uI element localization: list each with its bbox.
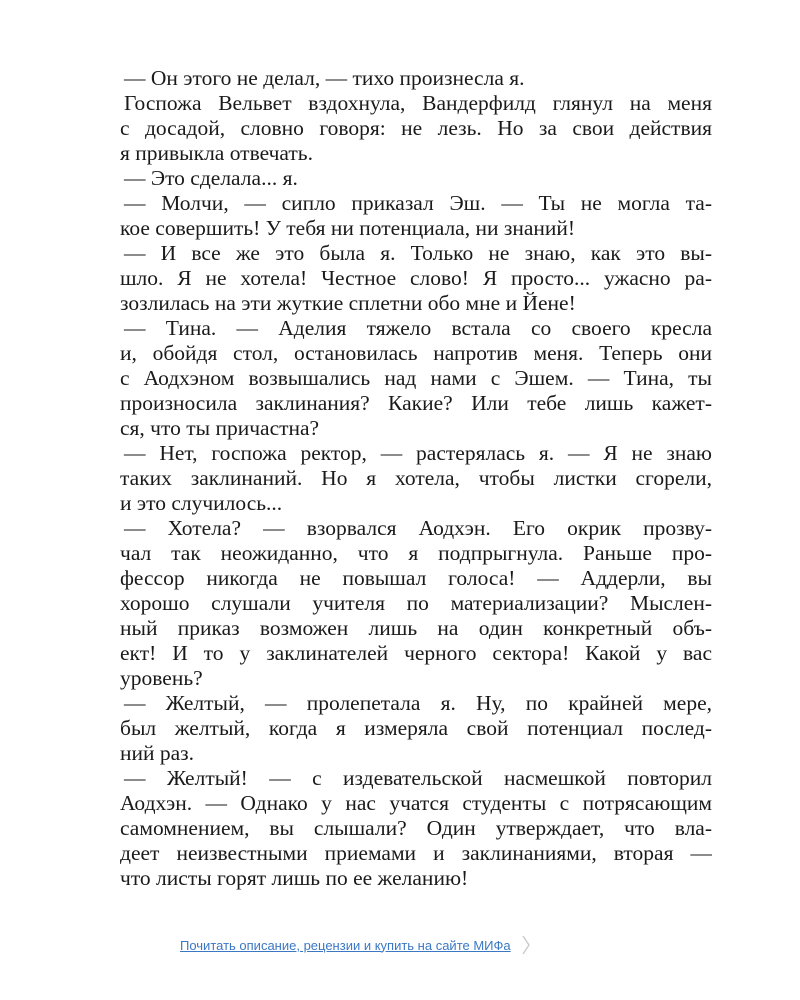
text-line: таких заклинаний. Но я хотела, чтобы листки сгорели, bbox=[120, 466, 712, 490]
text-line: чал так неожиданно, что я подпрыгнула. Раньше про- bbox=[120, 541, 712, 565]
paragraph bbox=[120, 766, 712, 891]
text-line: уровень? bbox=[120, 666, 203, 690]
book-page bbox=[120, 66, 712, 891]
text-line: — И все же это была я. Только не знаю, как это вы- bbox=[124, 241, 712, 265]
text-line: — Это сделала... я. bbox=[124, 166, 298, 190]
text-line: Госпожа Вельвет вздохнула, Вандерфилд глянул на меня bbox=[124, 91, 712, 115]
text-line: был желтый, когда я измеряла свой потенциал послед- bbox=[120, 716, 712, 740]
paragraph bbox=[120, 316, 712, 441]
text-line: — Тина. — Аделия тяжело встала со своего кресла bbox=[124, 316, 712, 340]
text-line: с досадой, словно говоря: не лезь. Но за свои действия bbox=[120, 116, 712, 140]
buy-link[interactable] bbox=[180, 932, 620, 958]
text-line: шло. Я не хотела! Честное слово! Я просто... ужасно ра- bbox=[120, 266, 712, 290]
text-line: Аодхэн. — Однако у нас учатся студенты с потрясающим bbox=[120, 791, 712, 815]
paragraph bbox=[120, 516, 712, 691]
text-line: хорошо слушали учителя по материализации? Мыслен- bbox=[120, 591, 712, 615]
paragraph bbox=[120, 191, 712, 241]
paragraph bbox=[120, 691, 712, 766]
text-line: самомнением, вы слышали? Один утверждает, что вла- bbox=[120, 816, 712, 840]
text-line: произносила заклинания? Какие? Или тебе лишь кажет- bbox=[120, 391, 712, 415]
paragraph bbox=[120, 66, 712, 91]
text-line: — Молчи, — сипло приказал Эш. — Ты не могла та- bbox=[124, 191, 712, 215]
text-line: ект! И то у заклинателей черного сектора! Какой у вас bbox=[120, 641, 712, 665]
buy-link-text[interactable]: Почитать описание, рецензии и купить на сайте МИФа bbox=[180, 937, 511, 953]
text-line: — Хотела? — взорвался Аодхэн. Его окрик прозву- bbox=[124, 516, 712, 540]
paragraph bbox=[120, 441, 712, 516]
text-line: фессор никогда не повышал голоса! — Аддерли, вы bbox=[120, 566, 712, 590]
text-line: и это случилось... bbox=[120, 491, 283, 515]
chevron-right-icon[interactable] bbox=[521, 934, 531, 956]
text-line: кое совершить! У тебя ни потенциала, ни знаний! bbox=[120, 216, 576, 240]
paragraph bbox=[120, 166, 712, 191]
text-line: и, обойдя стол, остановилась напротив меня. Теперь они bbox=[120, 341, 712, 365]
text-line: ся, что ты причастна? bbox=[120, 416, 320, 440]
text-line: ный приказ возможен лишь на один конкретный объ- bbox=[120, 616, 712, 640]
text-line: — Нет, госпожа ректор, — растерялась я. — Я не знаю bbox=[124, 441, 712, 465]
paragraph bbox=[120, 241, 712, 316]
text-line: я привыкла отвечать. bbox=[120, 141, 313, 165]
paragraph bbox=[120, 91, 712, 166]
text-line: зозлилась на эти жуткие сплетни обо мне и Йене! bbox=[120, 291, 576, 315]
text-line: с Аодхэном возвышались над нами с Эшем. — Тина, ты bbox=[120, 366, 712, 390]
text-line: деет неизвестными приемами и заклинаниями, вторая — bbox=[120, 841, 712, 865]
text-line: что листы горят лишь по ее желанию! bbox=[120, 866, 469, 890]
text-line: — Желтый, — пролепетала я. Ну, по крайней мере, bbox=[124, 691, 712, 715]
text-line: — Он этого не делал, — тихо произнесла я. bbox=[124, 66, 525, 90]
text-line: ний раз. bbox=[120, 741, 195, 765]
text-line: — Желтый! — с издевательской насмешкой повторил bbox=[124, 766, 712, 790]
